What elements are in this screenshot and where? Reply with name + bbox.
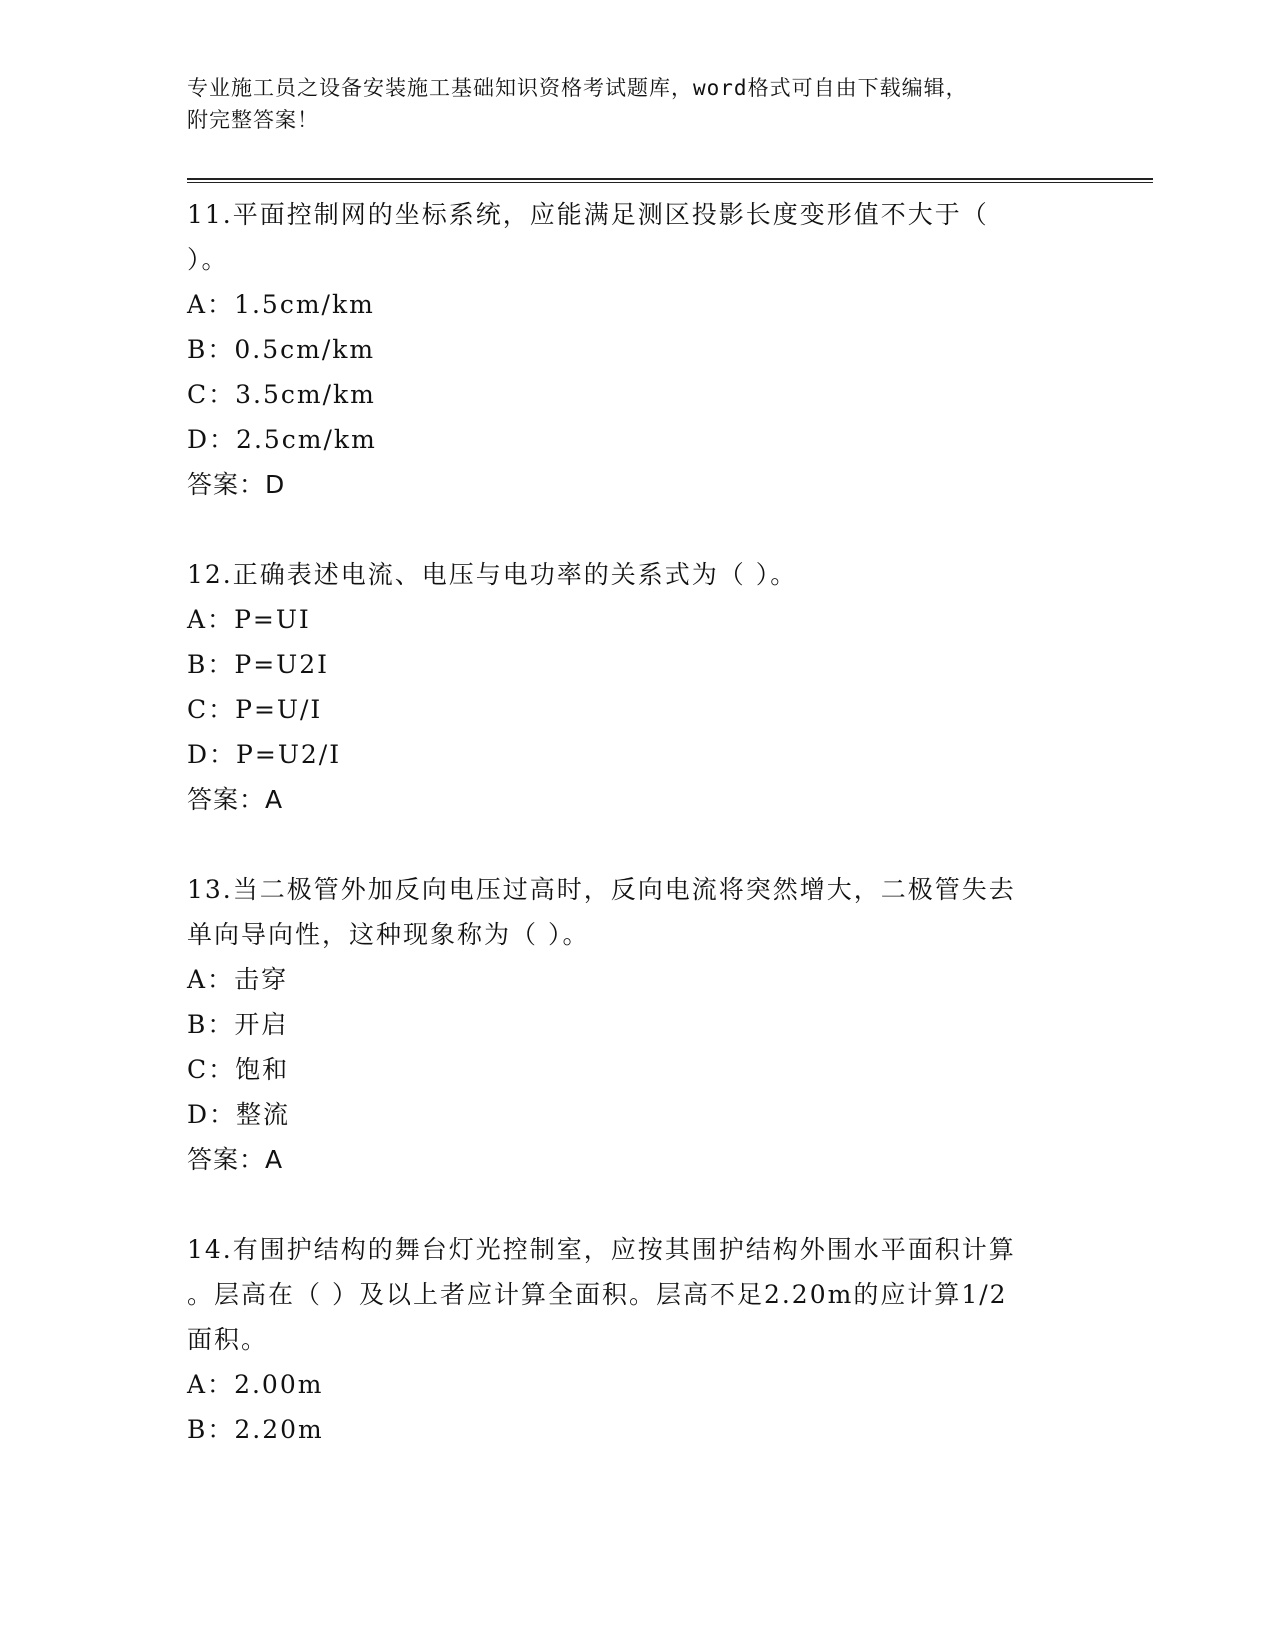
document-header xyxy=(187,72,1067,136)
option-letter: A： xyxy=(187,605,235,634)
answer-line: 答案：D xyxy=(187,470,286,499)
option-letter: A： xyxy=(187,290,235,319)
option-text: 2.00m xyxy=(234,1370,324,1399)
option-text: P=U2I xyxy=(234,650,329,679)
question-14 xyxy=(187,1227,1153,1452)
option-b xyxy=(187,642,1153,687)
option-a xyxy=(187,597,1153,642)
option-c xyxy=(187,687,1153,732)
question-stem-line: 13.当二极管外加反向电压过高时，反向电流将突然增大，二极管失去 xyxy=(187,875,1016,904)
option-b xyxy=(187,327,1153,372)
question-stem xyxy=(187,192,1067,282)
question-stem-line: ）。 xyxy=(187,245,229,274)
answer-line: 答案：A xyxy=(187,1145,284,1174)
option-c xyxy=(187,1047,1153,1092)
header-line-2: 附完整答案！ xyxy=(187,108,319,132)
option-letter: D： xyxy=(187,740,237,769)
option-letter: A： xyxy=(187,1370,235,1399)
option-text: P=U2/I xyxy=(236,740,342,769)
option-text: 0.5cm/km xyxy=(234,335,376,364)
question-stem-line: 。层高在（ ）及以上者应计算全面积。层高不足2.20m的应计算1/2 xyxy=(187,1280,1008,1309)
option-a xyxy=(187,282,1153,327)
question-12 xyxy=(187,552,1153,822)
option-d xyxy=(187,732,1153,777)
option-d xyxy=(187,417,1153,462)
question-stem-line: 14.有围护结构的舞台灯光控制室，应按其围护结构外围水平面积计算 xyxy=(187,1235,1016,1264)
document-page xyxy=(187,72,1153,1452)
question-stem-line: 12.正确表述电流、电压与电功率的关系式为（ ）。 xyxy=(187,560,798,589)
option-text: 2.5cm/km xyxy=(236,425,377,454)
question-11 xyxy=(187,192,1153,507)
option-text: 2.20m xyxy=(234,1415,324,1444)
option-letter: D： xyxy=(187,1100,237,1129)
option-letter: C： xyxy=(187,1055,236,1084)
option-text: P=U/I xyxy=(235,695,323,724)
option-letter: A： xyxy=(187,965,235,994)
answer-line: 答案：A xyxy=(187,785,284,814)
header-divider xyxy=(187,178,1153,180)
option-a xyxy=(187,957,1153,1002)
option-text: 饱和 xyxy=(235,1055,290,1084)
option-letter: B： xyxy=(187,335,235,364)
option-text: 3.5cm/km xyxy=(235,380,376,409)
question-stem xyxy=(187,552,1067,597)
option-text: 开启 xyxy=(234,1010,289,1039)
option-a xyxy=(187,1362,1153,1407)
option-letter: D： xyxy=(187,425,237,454)
question-stem xyxy=(187,867,1067,957)
option-text: P=UI xyxy=(234,605,311,634)
header-line-1: 专业施工员之设备安装施工基础知识资格考试题库，word格式可自由下载编辑， xyxy=(187,76,968,100)
option-letter: B： xyxy=(187,1415,235,1444)
option-c xyxy=(187,372,1153,417)
option-b xyxy=(187,1002,1153,1047)
option-letter: C： xyxy=(187,380,236,409)
question-stem-line: 面积。 xyxy=(187,1325,269,1354)
question-stem-line: 单向导向性，这种现象称为（ ）。 xyxy=(187,920,590,949)
option-b xyxy=(187,1407,1153,1452)
question-stem xyxy=(187,1227,1067,1362)
option-d xyxy=(187,1092,1153,1137)
option-text: 1.5cm/km xyxy=(234,290,375,319)
option-text: 整流 xyxy=(236,1100,291,1129)
option-letter: B： xyxy=(187,1010,235,1039)
question-stem-line: 11.平面控制网的坐标系统，应能满足测区投影长度变形值不大于（ xyxy=(187,200,989,229)
option-letter: B： xyxy=(187,650,235,679)
option-letter: C： xyxy=(187,695,236,724)
question-13 xyxy=(187,867,1153,1182)
option-text: 击穿 xyxy=(234,965,289,994)
